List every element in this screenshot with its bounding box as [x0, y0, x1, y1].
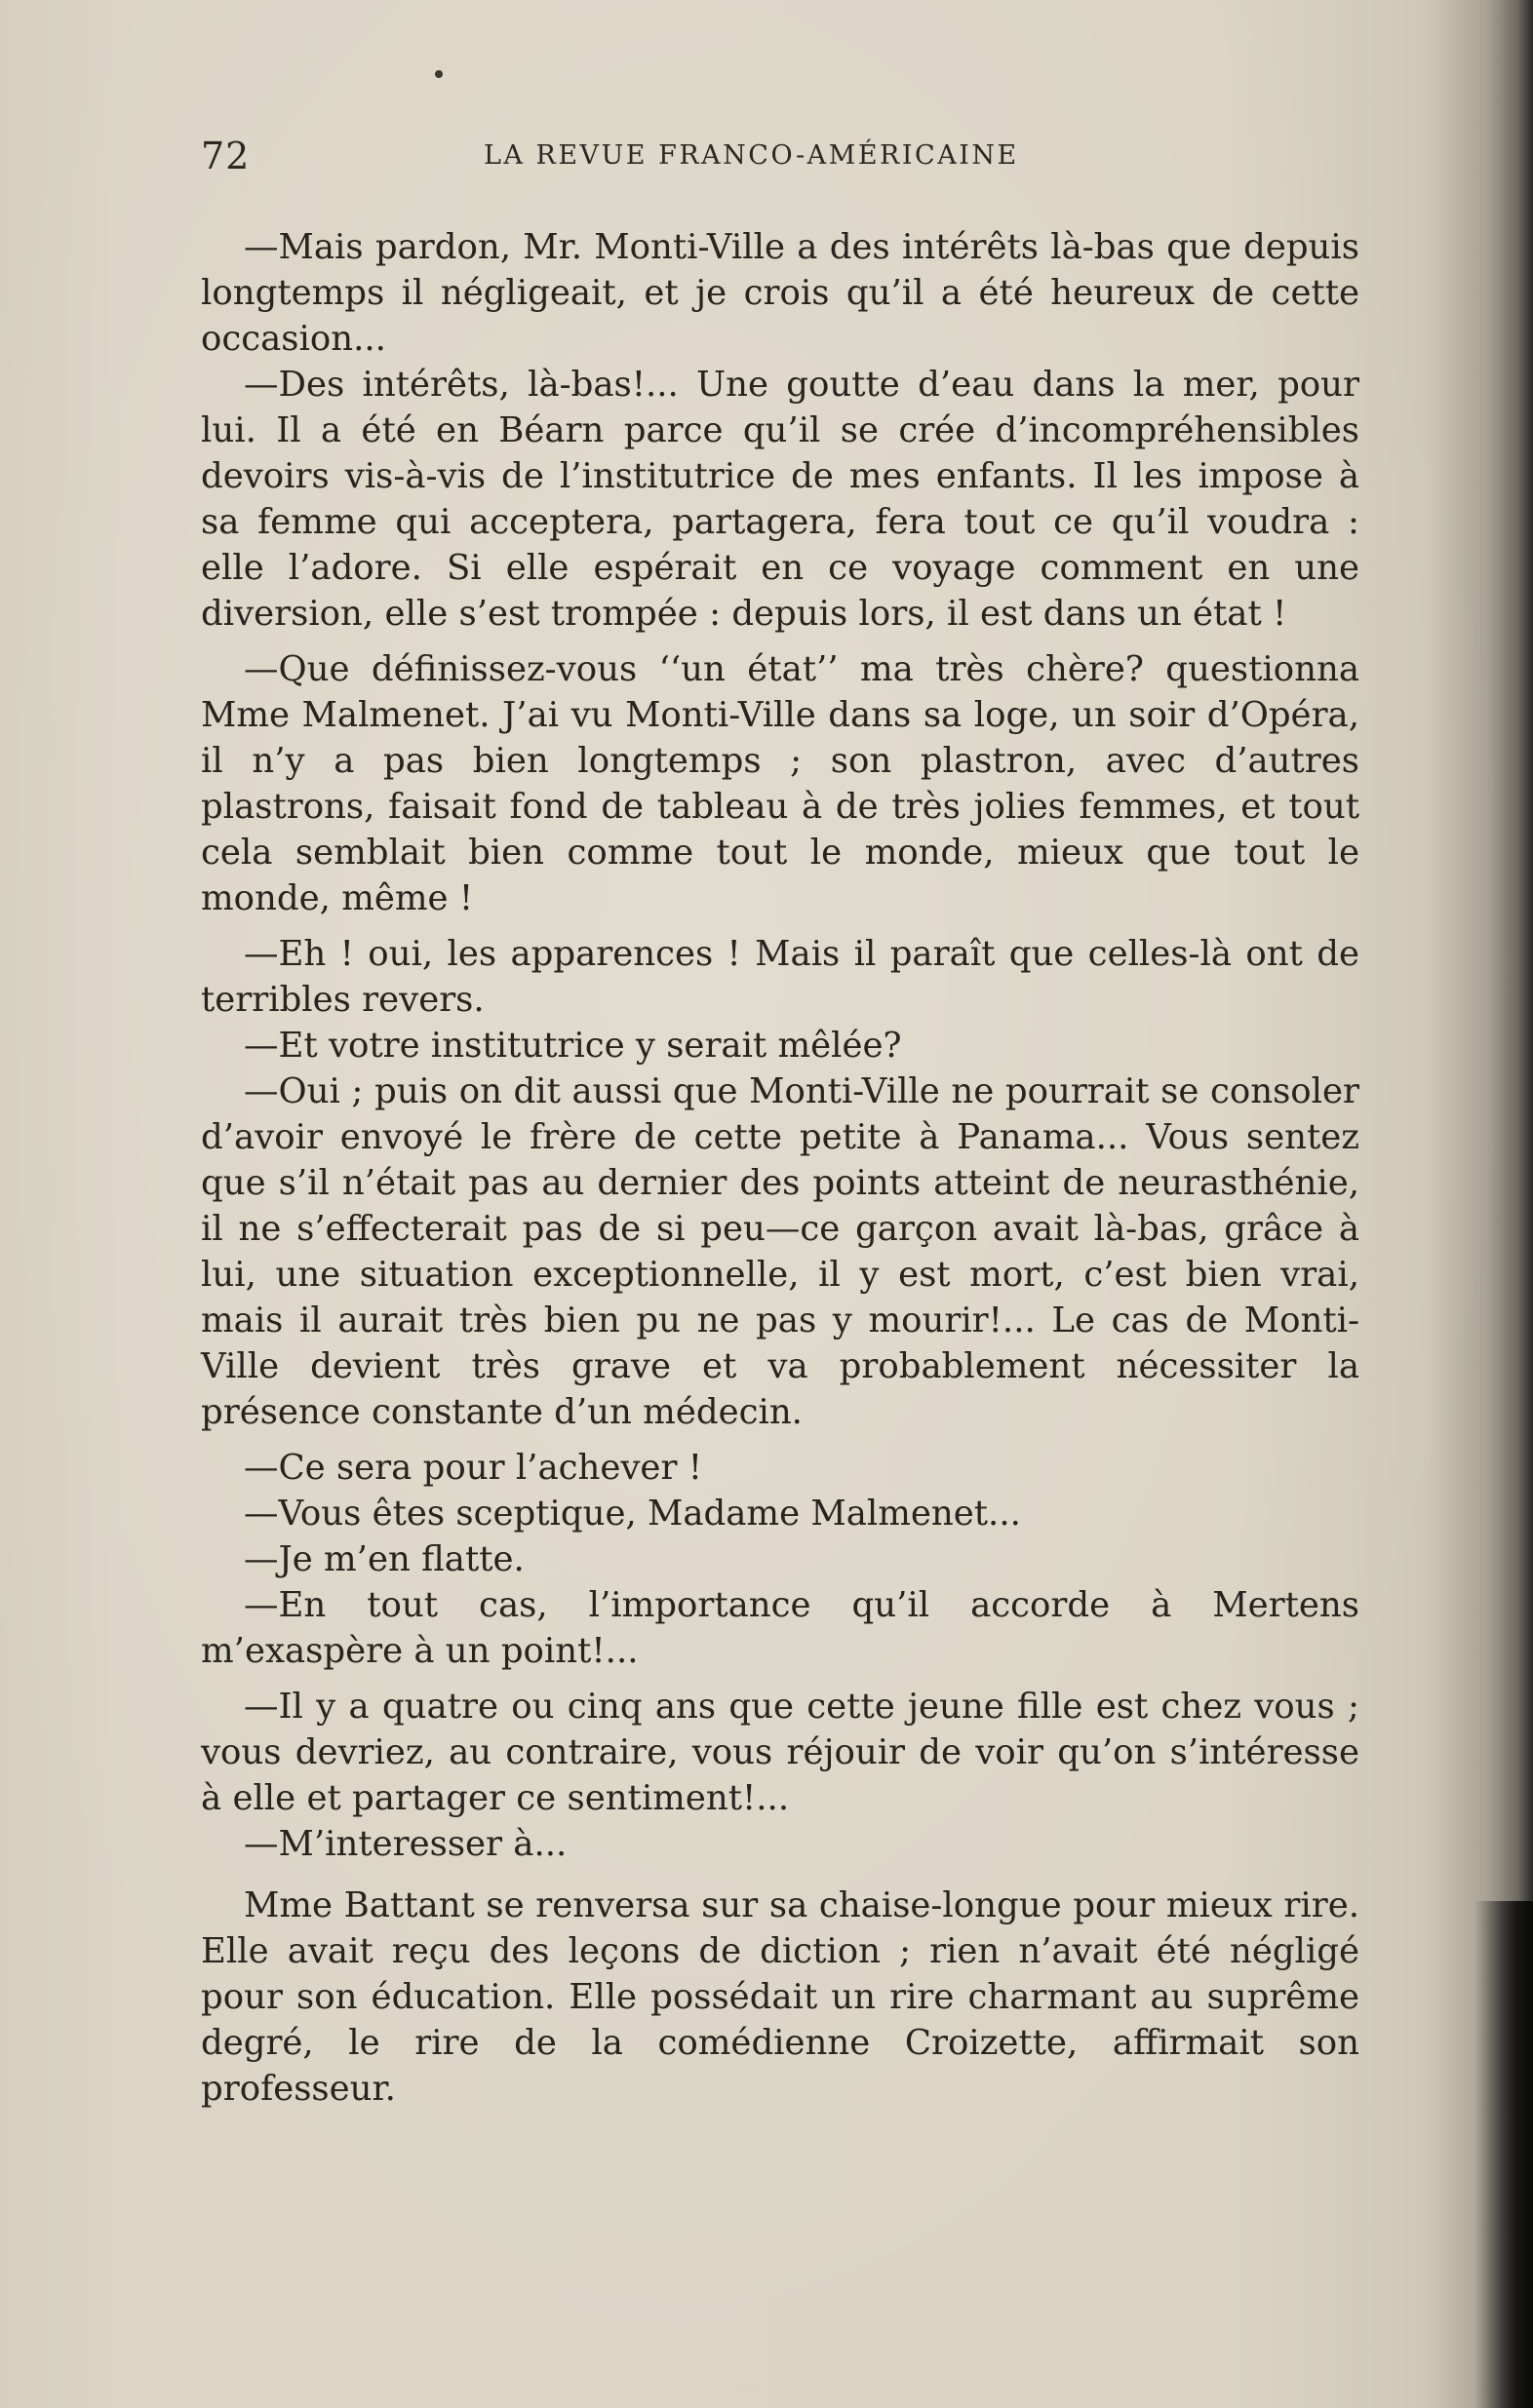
body-text	[201, 224, 1359, 2112]
paragraph: —Que définissez-vous ‘‘un état’’ ma très chère? questionna Mme Malmenet. J’ai vu Monti-Ville dans sa loge, un soir d’Opéra, il n’y a pas bien longtemps ; son plastron, avec d’autres plastrons, faisait fond de tableau à de très jolies femmes, et tout cela semblait bien comme tout le monde, mieux que tout le monde, même !	[201, 649, 1359, 918]
paragraph: —Ce sera pour l’achever !	[244, 1448, 702, 1488]
page-header	[201, 135, 1359, 187]
paragraph: —Mais pardon, Mr. Monti-Ville a des intérêts là-bas que depuis longtemps il négligeait, et je crois qu’il a été heureux de cette occasion...	[201, 227, 1359, 359]
paragraph: —En tout cas, l’importance qu’il accorde à Mertens m’exaspère à un point!...	[201, 1585, 1359, 1671]
paragraph: —Oui ; puis on dit aussi que Monti-Ville ne pourrait se consoler d’avoir envoyé le frère de cette petite à Panama... Vous sentez que s’il n’était pas au dernier des points atteint de neurasthénie, il ne s’effecterait pas de si peu—ce garçon avait là-bas, grâce à lui, une situation exceptionnelle, il y est mort, c’est bien vrai, mais il aurait très bien pu ne pas y mourir!... Le cas de Monti-Ville devient très grave et va probablement nécessiter la présence constante d’un médecin.	[201, 1071, 1359, 1432]
paragraph: —M’interesser à...	[244, 1824, 568, 1864]
paragraph: —Vous êtes sceptique, Madame Malmenet...	[244, 1494, 1021, 1534]
page-number: 72	[201, 135, 251, 177]
paragraph: —Et votre institutrice y serait mêlée?	[244, 1026, 902, 1066]
running-head: LA REVUE FRANCO-AMÉRICAINE	[484, 140, 1019, 171]
ink-speck	[435, 70, 443, 78]
paragraph: —Eh ! oui, les apparences ! Mais il paraît que celles-là ont de terribles revers.	[201, 934, 1359, 1020]
paragraph: Mme Battant se renversa sur sa chaise-longue pour mieux rire. Elle avait reçu des leçons de diction ; rien n’avait été négligé pour son éducation. Elle possédait un rire charmant au suprême degré, le rire de la comédienne Croizette, affirmait son professeur.	[201, 1885, 1359, 2109]
paragraph: —Je m’en flatte.	[244, 1539, 525, 1579]
paragraph: —Des intérêts, là-bas!... Une goutte d’eau dans la mer, pour lui. Il a été en Béarn parce qu’il se crée d’incompréhensibles devoirs vis-à-vis de l’institutrice de mes enfants. Il les impose à sa femme qui acceptera, partagera, fera tout ce qu’il voudra : elle l’adore. Si elle espérait en ce voyage comment en une diversion, elle s’est trompée : depuis lors, il est dans un état !	[201, 365, 1359, 634]
paragraph: —Il y a quatre ou cinq ans que cette jeune fille est chez vous ; vous devriez, au contraire, vous réjouir de voir qu’on s’intéresse à elle et partager ce sentiment!...	[201, 1687, 1359, 1818]
